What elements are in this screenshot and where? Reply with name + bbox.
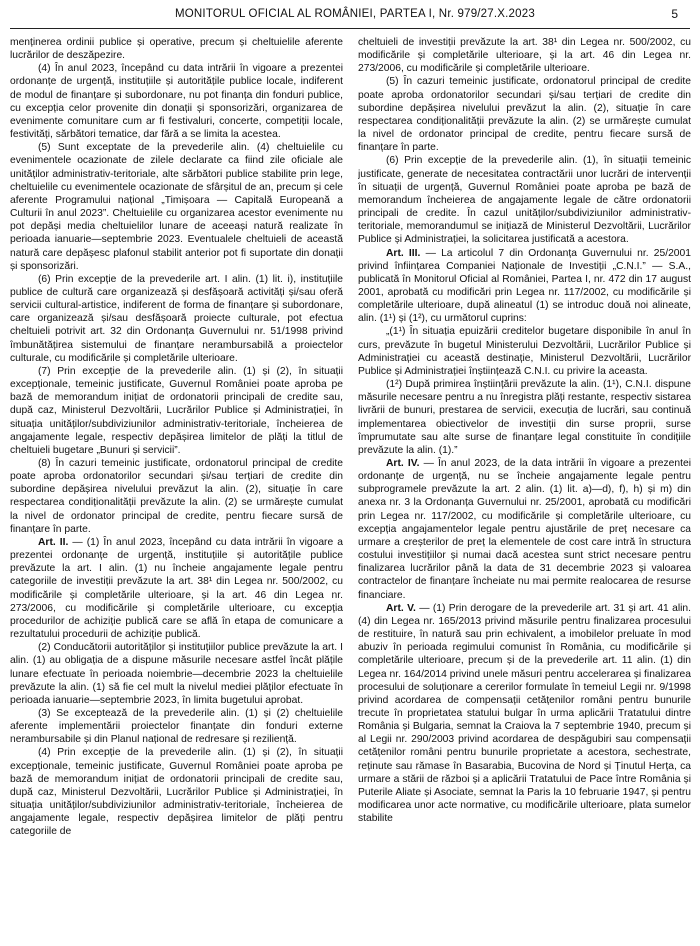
paragraph-text: — (1) În anul 2023, începând cu data intrării în vigoare a prezentei ordonanțe de urgență, instituțiile și autoritățile publice prevăzute la art. I alin. (1) nu încheie angajamente legale pentru categoriile de investiții prevăzute la art. 38¹ din Legea nr. 500/2002, cu modificările și completările ulterioare, și la art. 46 din Legea nr. 273/2006, cu modificările și completările ulterioare, cu excepția procedurilor de achiziție publică care se află în etapa de comunicare a rezultatului procedurii de achiziție publică. [10, 536, 343, 641]
paragraph-text: (7) Prin excepție de la prevederile alin. (1) și (2), în situații excepționale, temeinic justificate, Guvernul României poate aproba pe bază de memorandum inițiat de ordonatorii principali de credite sau, după caz, Ministerul Dezvoltării, Lucrărilor Publice și Administrației, în situația unităților/subdiviziunilor administrativ-teritoriale, încheierea de angajamente legale, respectiv depășirea limitelor de plăți la titlul de cheltuieli bugetare „Bunuri și servicii”. [10, 365, 343, 456]
paragraph-text: — La articolul 7 din Ordonanța Guvernului nr. 25/2001 privind înființarea Companiei Naționale de Investiții „C.N.I.” — S.A., publicată în Monitorul Oficial al României, Partea I, nr. 472 din 17 august 2001, aprobată cu modificări prin Legea nr. 117/2002, cu modificările și completările ulterioare, după alineatul (1) se introduc două noi alineate, alin. (1¹) și (1²), cu următorul cuprins: [358, 247, 691, 325]
paragraph-text: (5) Sunt exceptate de la prevederile alin. (4) cheltuielile cu evenimentele ocazionate de zilele declarate ca fiind zile oficiale ale unităților administrativ-teritoriale, alte sărbători publice stabilite prin lege, cheltuielile cu evenimentele ocazionate de sfârșitul de an, precum și cele aferente Programului național „Timișoara — Capitală Europeană a Culturii în anul 2023”. Cheltuielile cu organizarea acestor evenimente nu pot depăși media cheltuielilor lunare de aceeași natură realizate în perioada ianuarie—septembrie 2023. Eventualele cheltuieli de această natură care depășesc plafonul stabilit anterior pot fi suportate din donații și sponsorizări. [10, 142, 343, 272]
right-text-column [358, 36, 691, 942]
paragraph-text: (6) Prin excepție de la prevederile alin. (1), în situații temeinic justificate, generate de necesitatea contractării unor lucrări de intervenții în situații de urgență, Guvernul României poate aproba pe bază de memorandum încheierea de angajamente legale de către ordonatorii principali de credite. În cazul unităților/subdiviziunilor administrativ-teritoriale, memorandumul se inițiază de Ministerul Dezvoltării, Lucrărilor Publice și Administrației, la solicitarea justificată a acestora. [358, 155, 691, 246]
article-heading: Art. IV. [386, 458, 420, 469]
paragraph-text: menținerea ordinii publice și operative, precum și cheltuielile aferente lucrărilor de deszăpezire. [10, 37, 343, 62]
header-divider [10, 28, 690, 29]
paragraph-text: (5) În cazuri temeinic justificate, ordonatorul principal de credite poate aproba ordonatorilor secundari și/sau terțiari de credite din subordine depășirea nivelului prevăzut la alin. (2), situație în care respectarea condiționalității prevăzute la alin. (2) se urmărește cumulat la nivel de ordonator principal de credite, pentru fiecare sursă de finanțare în parte. [358, 76, 691, 154]
left-text-column [10, 36, 343, 942]
paragraph-text: (4) Prin excepție de la prevederile alin. (1) și (2), în situații excepționale, temeinic justificate, Guvernul României poate aproba pe bază de memorandum inițiat de ordonatorii principali de credite sau, după caz, Ministerul Dezvoltării, Lucrărilor Publice și Administrației, în situația unităților/subdiviziunilor administrativ-teritoriale, încheierea de angajamente legale, respectiv depășirea limitelor de plăți pentru categoriile de [10, 747, 343, 838]
page-header [0, 6, 700, 26]
paragraph-text: — (1) Prin derogare de la prevederile art. 31 și art. 41 alin. (4) din Legea nr. 165/2013 privind măsurile pentru finalizarea procesului de restituire, în natură sau prin echivalent, a imobilelor preluate în mod abuziv în perioada regimului comunist în România, cu modificările și completările ulterioare, precum și de la prevederile art. 11 alin. (1) din Legea nr. 164/2014 privind unele măsuri pentru accelerarea și finalizarea procesului de soluționare a cererilor formulate în temeiul Legii nr. 9/1998 privind acordarea de compensații cetățenilor români pentru bunurile trecute în proprietatea statului bulgar în urma aplicării Tratatului dintre România și Bulgaria, semnat la Craiova la 7 septembrie 1940, precum și al Legii nr. 290/2003 privind acordarea de despăgubiri sau compensații cetățenilor români pentru bunurile proprietate a acestora, sechestrate, reținute sau rămase în Basarabia, Bucovina de Nord și Ținutul Herța, ca urmare a stării de război și a aplicării Tratatului de Pace între România și Puterile Aliate și Asociate, semnat la Paris la 10 februarie 1947, și pentru modificarea unor acte normative, cu modificările ulterioare, plata sumelor stabilite [358, 602, 691, 825]
article-heading: Art. III. [386, 247, 421, 259]
paragraph [10, 746, 343, 838]
paragraph-text: (1²) După primirea înștiințării prevăzute la alin. (1¹), C.N.I. dispune măsurile necesare pentru a nu înregistra plăți restante, respectiv sistarea livrării de bunuri, prestarea de servicii, execuția de lucrări, sau continuă implementarea obiectivelor de investiții din surse proprii, surse împrumutate sau alte surse de finanțare legal constituite în condițiile prevăzute la alin. (1).” [358, 379, 691, 456]
paragraph [358, 36, 691, 75]
paragraph [10, 36, 343, 62]
paragraph [358, 325, 691, 378]
paragraph-text: cheltuieli de investiții prevăzute la art. 38¹ din Legea nr. 500/2002, cu modificările și completările ulterioare, și la art. 46 din Legea nr. 273/2006, cu modificările și completările ulterioare. [358, 37, 691, 75]
paragraph [10, 273, 343, 365]
article-heading: Art. II. [38, 536, 69, 548]
paragraph-text: — În anul 2023, de la data intrării în vigoare a prezentei ordonanțe de urgență, nu se încheie angajamente legale pentru subprogramele prevăzute la art. 2 alin. (1) lit. a)—d), f), h) și m) din anexa nr. 3 la Ordonanța Guvernului nr. 25/2001, aprobată cu modificări prin Legea nr. 117/2002, cu modificările și completările ulterioare, cu excepția angajamentelor legale pentru ajustările de preț necesare ca urmare a creșterilor de preț la elementele de cost care intră în structura costului investițiilor și numai dacă acestea sunt strict necesare pentru finalizarea lucrărilor până la data de 31 decembrie 2023 și valoarea contractelor de finanțare încheiate nu mai permite realocarea de resurse financiare. [358, 458, 691, 601]
paragraph [10, 707, 343, 746]
paragraph [10, 141, 343, 273]
page-number: 5 [671, 7, 678, 21]
paragraph [10, 62, 343, 141]
paragraph [10, 641, 343, 707]
paragraph [358, 247, 691, 326]
paragraph [358, 457, 691, 602]
publication-title: MONITORUL OFICIAL AL ROMÂNIEI, PARTEA I, Nr. 979/27.X.2023 [175, 8, 535, 20]
paragraph [10, 457, 343, 536]
paragraph-text: (2) Conducătorii autorităților și instituțiilor publice prevăzute la art. I alin. (1) au obligația de a dispune măsurile necesare astfel încât plățile lunare efectuate în perioada noiembrie—decembrie 2023 la cheltuielile prevăzute la alin. (1) să fie cel mult la nivelul mediei plăților efectuate în perioada ianuarie—septembrie 2023, în limita bugetului aprobat. [10, 642, 343, 706]
paragraph-text: (6) Prin excepție de la prevederile art. I alin. (1) lit. i), instituțiile publice de cultură care organizează și desfășoară activități și/sau oferă servicii cultural-artistice, indiferent de forma de finanțare și subordonare, care organizează și/sau desfășoară proiecte culturale, pot efectua cheltuieli potrivit art. 32 din Ordonanța Guvernului nr. 51/1998 privind îmbunătățirea sistemului de finanțare nerambursabilă a proiectelor culturale, cu modificările și completările ulterioare. [10, 273, 343, 364]
paragraph [358, 154, 691, 246]
article-heading: Art. V. [386, 602, 416, 614]
paragraph-text: (8) În cazuri temeinic justificate, ordonatorul principal de credite poate aproba ordonatorilor secundari și/sau terțiari de credite din subordine depășirea nivelului prevăzut la alin. (2), situație în care respectarea condiționalității prevăzute la alin. (2) se urmărește cumulat la nivel de ordonator principal de credite, pentru fiecare sursă de finanțare în parte. [10, 458, 343, 535]
paragraph-text: „(1¹) În situația epuizării creditelor bugetare disponibile în anul în curs, prevăzute în bugetul Ministerului Dezvoltării, Lucrărilor Publice și Administrației cu această destinație, Ministerul Dezvoltării, Lucrărilor Publice și Administrației înștiințează C.N.I. cu privire la aceasta. [358, 326, 691, 377]
paragraph-text: (3) Se exceptează de la prevederile alin. (1) și (2) cheltuielile aferente implementării proiectelor finanțate din fonduri externe nerambursabile și din Planul național de redresare și reziliență. [10, 707, 343, 746]
paragraph [358, 378, 691, 457]
paragraph [10, 365, 343, 457]
paragraph-text: (4) În anul 2023, începând cu data intrării în vigoare a prezentei ordonanțe de urgență, instituțiile și autoritățile publice locale, indiferent de modul de finanțare și subordonare, nu pot finanța din fonduri publice, cu excepția celor provenite din donații și sponsorizări, organizarea de evenimente comunitare cum ar fi festivaluri, concerte, competiții locale, festivități, sărbători tematice, dar fără a se limita la acestea. [10, 63, 343, 141]
paragraph [10, 536, 343, 641]
paragraph [358, 75, 691, 154]
paragraph [358, 602, 691, 826]
